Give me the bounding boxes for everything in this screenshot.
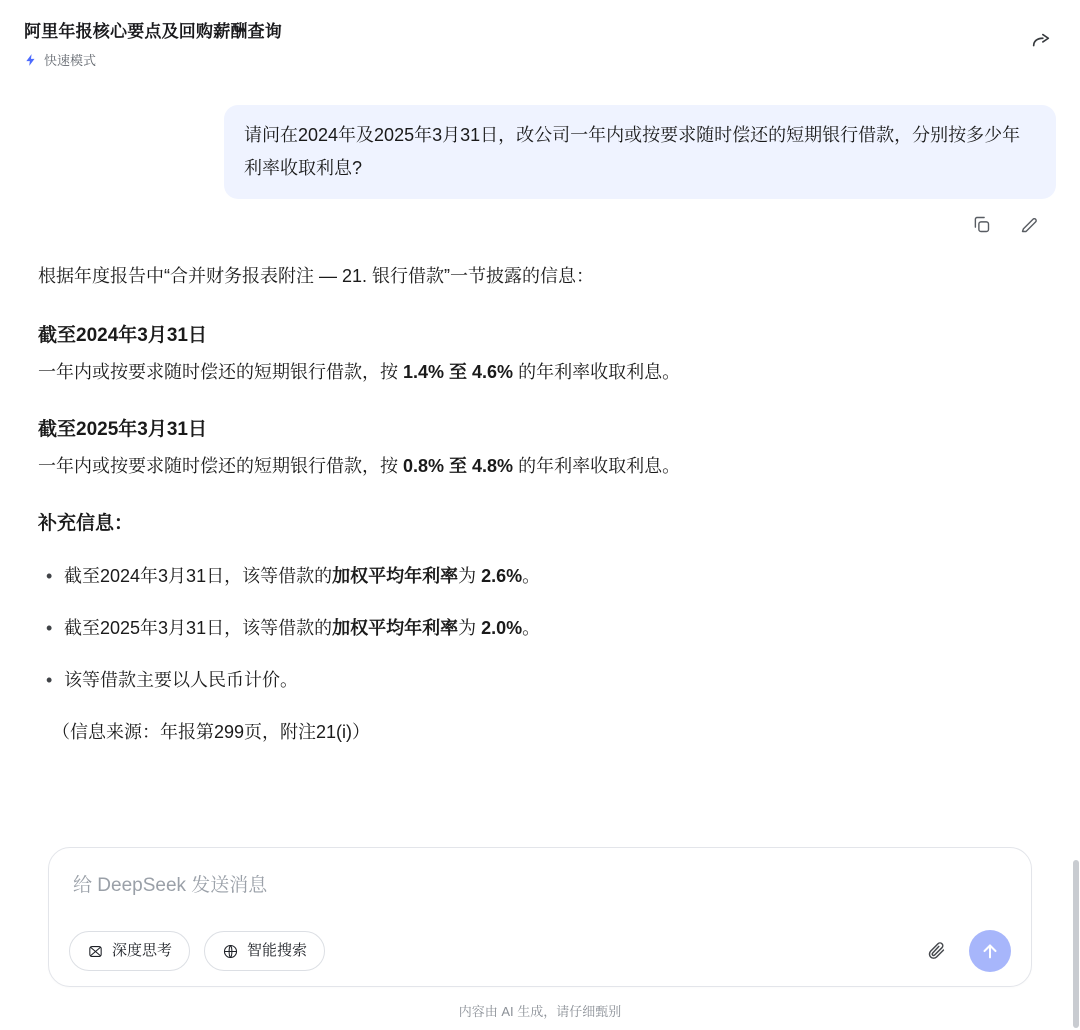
text-pre-2024: 一年内或按要求随时偿还的短期银行借款，按: [38, 362, 403, 382]
extra-info-list: [38, 561, 1044, 695]
bullet-value: 2.6%: [481, 566, 523, 586]
section-heading-2025: 截至2025年3月31日: [38, 419, 207, 440]
mode-label: 快速模式: [44, 53, 97, 68]
list-item: [64, 561, 1044, 591]
bullet-pre: 截至2025年3月31日，该等借款的: [64, 618, 333, 638]
text-post-2024: 的年利率收取利息。: [513, 362, 681, 382]
header: [0, 0, 1080, 79]
rate-2025: 0.8% 至 4.8%: [403, 456, 514, 476]
assistant-message: [24, 235, 1056, 747]
bullet-bold: 加权平均年利率: [332, 566, 459, 586]
deep-think-icon: [87, 943, 104, 960]
disclaimer: 内容由 AI 生成，请仔细甄别: [458, 1004, 622, 1019]
paperclip-icon[interactable]: [923, 937, 951, 965]
section-heading-2024: 截至2024年3月31日: [38, 325, 207, 346]
composer-right-actions: [923, 930, 1011, 972]
section-text-2024: [38, 357, 1044, 387]
message-input[interactable]: 给 DeepSeek 发送消息: [73, 875, 268, 896]
bullet-post: 。: [522, 566, 541, 586]
bullet-mid: 为: [458, 566, 482, 586]
share-icon[interactable]: [1026, 26, 1056, 56]
send-button[interactable]: [969, 930, 1011, 972]
composer-wrapper: [0, 839, 1080, 987]
user-message: 请问在2024年及2025年3月31日，改公司一年内或按要求随时偿还的短期银行借款，分别按多少年利率收取利息?: [224, 105, 1056, 199]
edit-icon[interactable]: [1018, 213, 1040, 235]
text-post-2025: 的年利率收取利息。: [513, 456, 681, 476]
bullet-pre: 截至2024年3月31日，该等借款的: [64, 566, 333, 586]
section-text-2025: [38, 451, 1044, 481]
bullet-value: 2.0%: [481, 618, 523, 638]
mode-indicator: [24, 50, 1056, 69]
bullet-bold: 加权平均年利率: [332, 618, 459, 638]
message-actions: [24, 199, 1056, 235]
smart-search-label: 智能搜索: [247, 942, 308, 959]
bullet-pre: 该等借款主要以人民币计价。: [64, 670, 298, 690]
source-note: （信息来源：年报第299页，附注21(i)）: [52, 722, 371, 742]
deep-think-label: 深度思考: [112, 942, 173, 959]
list-item: [64, 613, 1044, 643]
composer[interactable]: [48, 847, 1032, 987]
scrollbar[interactable]: [1072, 0, 1080, 1030]
copy-icon[interactable]: [970, 213, 992, 235]
deep-think-button[interactable]: [69, 931, 190, 971]
user-message-row: [24, 79, 1056, 199]
globe-icon: [222, 943, 239, 960]
bullet-post: 。: [522, 618, 541, 638]
text-pre-2025: 一年内或按要求随时偿还的短期银行借款，按: [38, 456, 403, 476]
conversation: [0, 79, 1080, 839]
bolt-icon: [24, 53, 38, 67]
scrollbar-thumb[interactable]: [1073, 860, 1079, 1028]
rate-2024: 1.4% 至 4.6%: [403, 362, 514, 382]
page-title: 阿里年报核心要点及回购薪酬查询: [24, 22, 282, 41]
assistant-lead: 根据年度报告中“合并财务报表附注 — 21. 银行借款”一节披露的信息：: [38, 266, 595, 286]
bullet-mid: 为: [458, 618, 482, 638]
composer-tools: [69, 930, 1011, 972]
extra-info-heading: 补充信息：: [38, 513, 134, 534]
list-item: [64, 665, 1044, 695]
smart-search-button[interactable]: [204, 931, 325, 971]
